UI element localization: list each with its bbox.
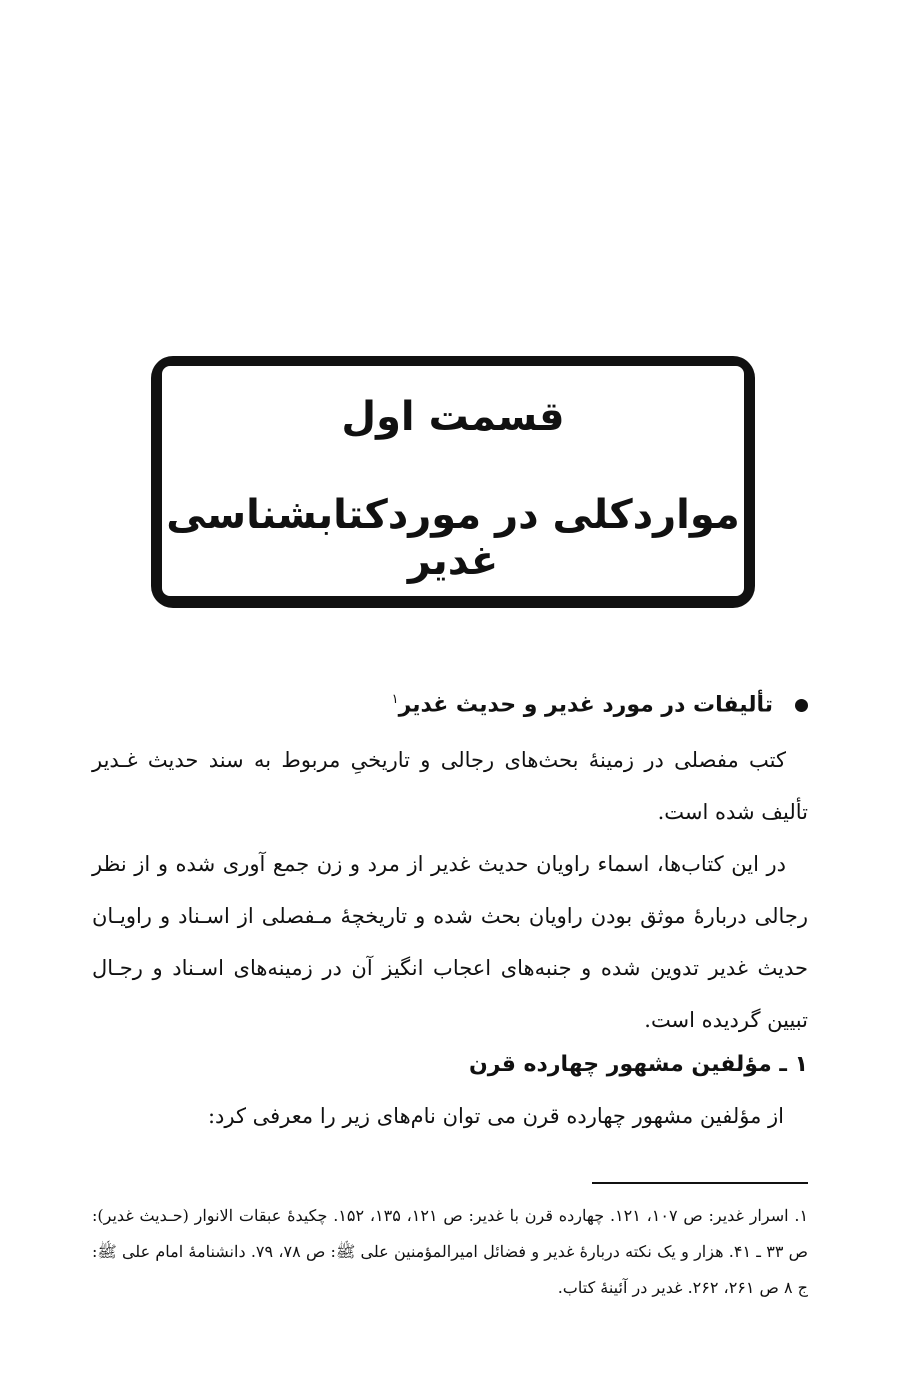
section-heading [392,692,808,717]
part-subtitle: مواردکلی در موردکتابشناسی غدیر [166,492,740,584]
footnote-divider [592,1182,808,1184]
bullet-icon [795,699,808,712]
paragraph-1: کتب مفصلی در زمینهٔ بحث‌های رجالی و تاریخیِ مربوط به سند حدیث غـدیر تألیف شده است. [92,748,808,824]
section-heading-text: تألیفات در مورد غدیر و حدیث غدیر [398,692,773,718]
title-box [162,366,744,596]
paragraph-2: در این کتاب‌ها، اسماء راویان حدیث غدیر از مرد و زن جمع آوری شده و از نظر رجالی دربارهٔ موثق بودن راویان بحث شده و تاریخچهٔ مـفصلی از اسـناد و راویـان حدیث غدیر تدوین شده و جنبه‌های اعجاب انگیز آن در زمینه‌های اسـناد و رجـال تبیین گردیده است. [92,852,809,1032]
footnote-reference: ۱ [391,692,399,707]
subsection-intro: از مؤلفین مشهور چهارده قرن می توان نام‌های زیر را معرفی کرد: [207,1104,784,1128]
part-title: قسمت اول [341,394,565,440]
subsection-heading: ۱ ـ مؤلفین مشهور چهارده قرن [469,1052,808,1077]
footnote-text: ۱. اسرار غدیر: ص ۱۰۷، ۱۲۱. چهارده قرن با غدیر: ص ۱۲۱، ۱۳۵، ۱۵۲. چکیدهٔ عبقات الانوار (حـدیث غدیر): ص ۳۳ ـ ۴۱. هزار و یک نکته دربارهٔ غدیر و فضائل امیرالمؤمنین علی ﷺ: ص ۷۸، ۷۹. دانشنامهٔ امام علی ﷺ: ج ۸ ص ۲۶۱، ۲۶۲. غدیر در آئینهٔ کتاب. [92,1206,809,1297]
